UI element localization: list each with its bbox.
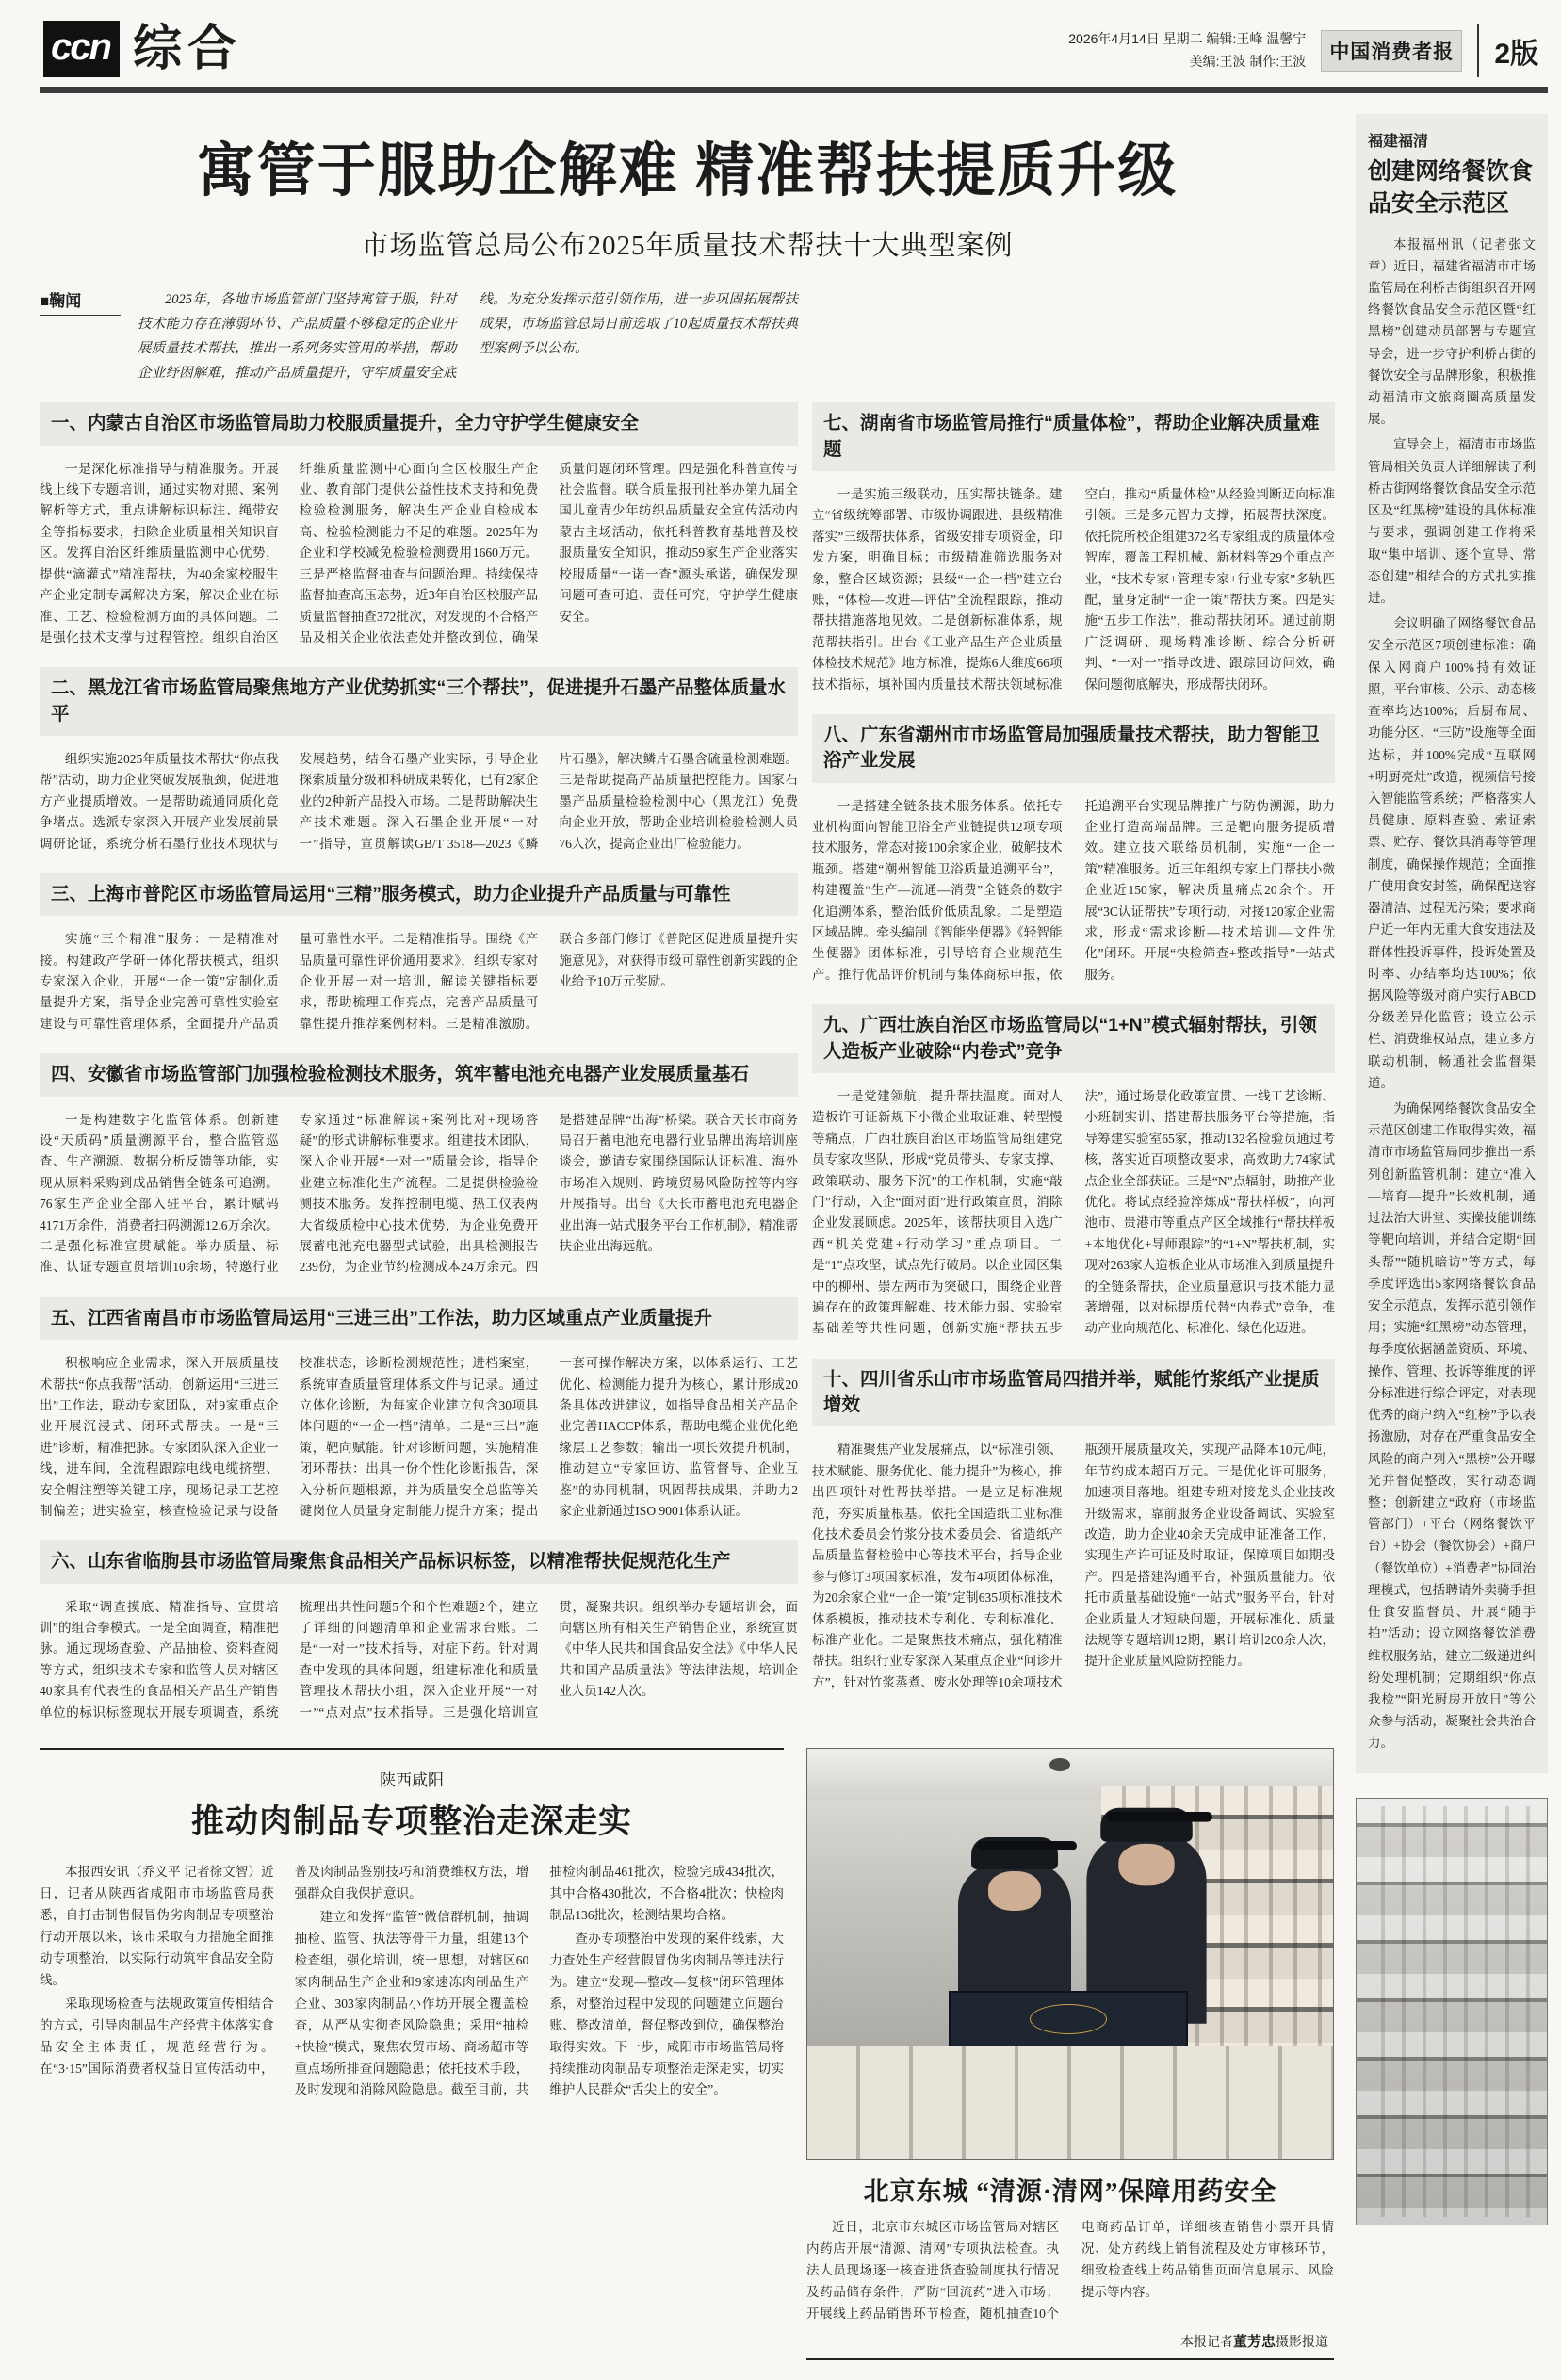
section-8-text: 一是搭建全链条技术服务体系。依托专业机构面向智能卫浴全产业链提供12项专项技术服务，常态对接100余家企业，破解技术瓶颈。搭建“潮州智能卫浴质量追溯平台”，构建覆盖“生产—流通—消费”全链条的数字化追溯体系，整治低价低质乱象。二是塑造区域品牌。牵头编制《智能坐便器》《轻智能坐便器》团体标准，引导培育企业规范生产。推行优品评价机制与集体商标申报，依托追溯平台实现品牌推广与防伪溯源，助力企业打造高端品牌。三是靶向服务提质增效。建立技术联络员机制，实施“一企一策”精准服务。近三年组织专家上门帮扶小微企业近150家，解决质量痛点20余个。开展“3C认证帮扶”专项行动，对接120家企业需求，形成“需求诊断—技术培训—文件优化”闭环。开展“快检筛查+整改指导”一站式服务。 xyxy=(812,798,1335,982)
sidebar-article xyxy=(1356,114,1548,1773)
section-1-title: 一、内蒙古自治区市场监管局助力校服质量提升，全力守护学生健康安全 xyxy=(40,402,798,445)
section-3-title: 三、上海市普陀区市场监管局运用“三精”服务模式，助力企业提升产品质量与可靠性 xyxy=(40,873,798,916)
bottom-article-p4: 查办专项整治中发现的案件线索，大力查处生产经营假冒伪劣肉制品等违法行为。建立“发现—整改—复核”闭环管理体系，对整治过程中发现的问题建立问题台账、整改清单，督促整改到位，确保整治取得实效。下一步，咸阳市市场监管局将持续推动肉制品专项整治走深走实，切实维护人民群众“舌尖上的安全”。 xyxy=(549,1931,784,2097)
bottom-article-kicker: 陕西咸阳 xyxy=(380,1771,444,1790)
photo-shelf-boxes xyxy=(1364,1806,1539,2217)
section-2-text: 组织实施2025年质量技术帮扶“你点我帮”活动，助力企业突破发展瓶颈，促进地方产业提质增效。一是帮助疏通同质化竞争堵点。选派专家深入开展产业发展前景调研论证，系统分析石墨行业技术现状与发展趋势，结合石墨产业实际，引导企业探索质量分级和科研成果转化，已有2家企业的2种新产品投入市场。二是帮助解决生产技术难题。深入石墨企业开展“一对一”指导，宣贯解读GB/T 3518—2023《鳞片石墨》，解决鳞片石墨含硫量检测难题。三是帮助提高产品质量把控能力。国家石墨产品质量检验检测中心（黑龙江）免费向企业开放，帮助企业培训检验检测人员76人次，提高企业出厂检验能力。 xyxy=(40,751,798,851)
sidebar-p4: 为确保网络餐饮食品安全示范区创建工作取得实效，福清市市场监管局同步推出一系列创新监管机制：建立“准入—培育—提升”长效机制，通过法治大讲堂、实操技能训练等靶向培训，并结合定期“回头帮”“随机暗访”等方式，每季度评选出5家网络餐饮食品安全示范点，发挥示范引领作用；实施“红黑榜”动态管理，每季度依据涵盖资质、环境、操作、管理、投诉等维度的评分标准进行综合评定，对表现优秀的商户纳入“红榜”予以表扬激励，对存在严重食品安全风险的商户列入“黑榜”公开曝光并督促整改，实行动态调整；创新建立“政府（市场监管部门）+平台（网络餐饮平台）+协会（餐饮协会）+商户（餐饮单位）+消费者”协同治理模式，包括聘请外卖骑手担任食安监督员、开展“随手拍”活动；设立网络餐饮消费维权服务站，建立三级递进纠纷处理机制；定期组织“你点我检”“阳光厨房开放日”等公众参与活动，凝聚社会共治合力。 xyxy=(1368,1101,1536,1751)
main-headline: 寓管于服助企解难 精准帮扶提质升级 xyxy=(196,139,1179,204)
section-5 xyxy=(40,1297,798,1523)
section-10-text: 精准聚焦产业发展痛点，以“标准引领、技术赋能、服务优化、能力提升”为核心，推出四项针对性帮扶举措。一是立足标准规范，夯实质量根基。依托全国造纸工业标准化技术委员会竹浆分技术委员会、省造纸产品质量监督检验中心等技术平台，指导企业参与修订3项国家标准，发布4项团体标准，为20余家企业“一企一策”定制635项标准技术体系模板，推动技术专利化、专利标准化、标准产业化。二是聚焦技术痛点，强化精准帮扶。组织行业专家深入某重点企业“问诊开方”，针对竹浆蒸煮、废水处理等10余项技术瓶颈开展质量攻关，实现产品降本10元/吨，年节约成本超百万元。三是优化许可服务，加速项目落地。组建专班对接龙头企业技改升级需求，靠前服务企业设备调试、实验室改造，助力企业40余天完成申证准备工作，实现生产许可证及时取证，保障项目如期投产。四是搭建沟通平台，补强质量能力。依托市质量基础设施“一站式”服务平台，针对企业质量人才短缺问题，开展标准化、质量法规等专题培训12期，累计培训200余人次，提升企业质量风险防控能力。 xyxy=(812,1443,1335,1689)
bottom-article-p2: 采取现场检查与法规政策宣传相结合的方式，引导肉制品生产经营主体落实食品安全主体责任，规范经营行为。在“3·15”国际消费者权益日宣传活动中，普及肉制品鉴别技巧和消费维权方法，增强群众自我保护意识。 xyxy=(40,1865,529,2076)
sidebar-p2: 宣导会上，福清市市场监管局相关负责人详细解读了利桥古街网络餐饮食品安全示范区及“红黑榜”建设的具体标准与要求，强调创建工作将采取“集中培训、逐个宣导、常态创建”相结合的方式扎实推进。 xyxy=(1368,437,1536,605)
section-4-title: 四、安徽省市场监管部门加强检验检测技术服务，筑牢蓄电池充电器产业发展质量基石 xyxy=(40,1053,798,1096)
masthead: 中国消费者报 xyxy=(1321,30,1462,72)
bottom-article-p3: 建立和发挥“监管”微信群机制，抽调抽检、监管、执法等骨干力量，组建13个检查组，强化培训，统一思想，对辖区60家肉制品生产企业和9家速冻肉制品生产企业、303家肉制品小作坊开展全覆盖检查，从严从实彻查风险隐患；采用“抽检+快检”模式，聚焦农贸市场、商场超市等重点场所排查问题隐患；依托技术手段，及时发现和消除风险隐患。截至目前，共抽检肉制品461批次，检验完成434批次，其中合格430批次，不合格4批次；快检肉制品136批次，检测结果均合格。 xyxy=(294,1865,784,2097)
section-1 xyxy=(40,402,798,648)
byline: ■鞠闻 xyxy=(40,287,121,316)
sidebar-p3: 会议明确了网络餐饮食品安全示范区7项创建标准：确保入网商户100%持有效证照，平台审核、公示、动态核查率均达100%；后厨布局、功能分区、“三防”设施等全面达标，并100%完成“互联网+明厨亮灶”改造，视频信号接入智能监管系统；严格落实人员健康、原料查验、索证索票、贮存、餐饮具消毒等管理制度，确保操作规范；全面推广使用食安封签，确保配送容器清洁、过程无污染；要求商户近一年内无重大食安违法及群体性投诉事件，投诉处置及时率、办结率均达100%；依据风险等级对商户实行ABCD分级差异化监管；设立公示栏、消费维权站点，建立多方联动机制，畅通社会监督渠道。 xyxy=(1368,616,1536,1090)
photo-credit xyxy=(806,2331,1334,2351)
section-8 xyxy=(812,714,1335,986)
section-3 xyxy=(40,873,798,1035)
section-10-title: 十、四川省乐山市市场监管局四措并举，赋能竹浆纸产业提质增效 xyxy=(812,1359,1335,1427)
section-9-text: 一是党建领航，提升帮扶温度。面对人造板许可证新规下小微企业取证难、转型慢等痛点，广西壮族自治区市场监管局组建党员专家攻坚队，形成“党员带头、专家支撑、政策联动、服务下沉”的工作机制，实施“敲门”行动，入企“面对面”进行政策宣贯，消除企业发展顾虑。2025年，该帮扶项目入选广西“机关党建+行动学习”重点项目。二是“1”点攻坚，试点先行破局。以企业园区集中的柳州、崇左两市为突破口，围绕企业普遍存在的政策理解难、技术能力弱、实验室基础差等共性问题，创新实施“帮扶五步法”，通过场景化政策宣贯、一线工艺诊断、小班制实训、搭建帮扶服务平台等措施，指导筹建实验室65家，推动132名检验员通过考核，落实近百项整改要求，高效助力74家试点企业全部获证。三是“N”点辐射，助推产业优化。将试点经验淬炼成“帮扶样板”，向河池市、贵港市等重点产区全域推行“帮扶样板+本地优化+导师跟踪”的“1+N”帮扶机制，实现对263家人造板企业从市场准入到质量提升的全链条帮扶，企业质量意识与技术能力显著增强，以对标提质代替“内卷式”竞争，推动产业向规范化、标准化、绿色化迈进。 xyxy=(812,1088,1335,1336)
main-subtitle: 市场监管总局公布2025年质量技术帮扶十大典型案例 xyxy=(361,231,1014,261)
section-1-text: 一是深化标准指导与精准服务。开展线上线下专题培训，通过实物对照、案例解析等方式，重点讲解标识标注、绳带安全等指标要求，扫除企业质量相关知识盲区。发挥自治区纤维质量监测中心优势，提供“滴灌式”精准帮扶，为40余家校服生产企业定制专属解决方案，解决企业在标准、工艺、检验检测方面的具体问题。二是强化技术支撑与过程管控。组织自治区纤维质量监测中心面向全区校服生产企业、教育部门提供公益性技术支持和免费检验检测服务，解决生产企业自检成本高、检验检测能力不足的难题。2025年为企业和学校减免检验检测费用1660万元。三是严格监督抽查与问题治理。持续保持监督抽查高压态势，近3年自治区校服产品质量监督抽查372批次，对发现的不合格产品及相关企业依法查处并整改到位，确保质量问题闭环管理。四是强化科普宣传与社会监督。联合质量报刊社举办第九届全国儿童青少年纺织品质量安全宣传活动内蒙古主场活动，依托科普教育基地普及校服质量安全知识，推动59家生产企业落实校服质量“一诺一查”源头承诺，确保发现问题可查可追、责任可究，守护学生健康安全。 xyxy=(40,461,798,644)
photo-caption-block xyxy=(806,2160,1334,2351)
intro-text: 2025年，各地市场监管部门坚持寓管于服，针对技术能力存在薄弱环节、产品质量不够稳定的企业开展质量技术帮扶，推出一系列务实管用的举措，帮助企业纾困解难，推动产品质量提升，守牢质量安全底线。为充分发挥示范引领作用，进一步巩固拓展帮扶成果，市场监管总局日前选取了10起质量技术帮扶典型案例予以公布。 xyxy=(138,292,798,382)
bottom-article xyxy=(40,1748,784,2360)
section-4 xyxy=(40,1053,798,1279)
section-7-title: 七、湖南省市场监管局推行“质量体检”，帮助企业解决质量难题 xyxy=(812,402,1335,471)
section-5-text: 积极响应企业需求，深入开展质量技术帮扶“你点我帮”活动，创新运用“三进三出”工作法，联动专家团队，对9家重点企业开展沉浸式、闭环式帮扶。一是“三进”诊断，精准把脉。专家团队深入企业一线，进车间，全流程跟踪电线电缆挤塑、安全帽注塑等关键工序，现场记录工艺控制偏差；进实验室，核查检验记录与设备校准状态，诊断检测规范性；进档案室，系统审查质量管理体系文件与记录。通过立体化诊断，为每家企业建立包含30项具体问题的“一企一档”清单。二是“三出”施策，靶向赋能。针对诊断问题，实施精准闭环帮扶：出具一份个性化诊断报告，深入分析问题根源，并为质量安全总监等关键岗位人员量身定制能力提升方案；提出一套可操作解决方案，以体系运行、工艺优化、检测能力提升为核心，累计形成20条具体改进建议，如指导食品相关产品企业完善HACCP体系，帮助电缆企业优化绝缘层工艺参数；输出一项长效提升机制，推动建立“专家回访、监管督导、企业互鉴”的协同机制，巩固帮扶成果，并助力2家企业新通过ISO 9001体系认证。 xyxy=(40,1356,798,1518)
photo-caption-text: 近日，北京市东城区市场监管局对辖区内药店开展“清源、清网”专项执法检查。执法人员现场逐一核查进货查验制度执行情况及药品储存条件，严防“回流药”进入市场；开展线上药品销售环节检查，随机抽查10个电商药品订单，详细核查销售小票开具情况、处方药线上销售流程及处方审核环节，细致检查线上药品销售页面信息展示、风险提示等内容。 xyxy=(806,2220,1334,2321)
production-line: 美编:王波 制作:王波 xyxy=(1189,54,1307,69)
photo-story xyxy=(806,1748,1334,2360)
page-header xyxy=(40,17,1548,87)
ccn-logo: ccn xyxy=(43,21,120,77)
header-rule xyxy=(40,87,1548,93)
bottom-article-title: 推动肉制品专项整治走深走实 xyxy=(190,1803,632,1841)
sidebar xyxy=(1356,114,1548,2360)
section-2-title: 二、黑龙江省市场监管局聚焦地方产业优势抓实“三个帮扶”，促进提升石墨产品整体质量水平 xyxy=(40,667,798,736)
date-line: 2026年4月14日 星期二 编辑:王峰 温馨宁 xyxy=(1068,31,1307,47)
middle-column xyxy=(812,402,1335,1742)
pharmacy-shelf-photo xyxy=(1356,1798,1548,2225)
section-7 xyxy=(812,402,1335,695)
section-9 xyxy=(812,1004,1335,1339)
section-6-text: 采取“调查摸底、精准指导、宣贯培训”的组合拳模式。一是全面调查，精准把脉。通过现场查验、产品抽检、资料查阅等方式，组织技术专家和监管人员对辖区40家具有代表性的食品相关产品生产销售单位的标识标签现状开展专项调查，系统梳理出共性问题5个和个性难题2个，建立了详细的问题清单和企业需求台账。二是“一对一”技术指导，对症下药。针对调查中发现的具体问题，组建标准化和质量管理技术帮扶小组，深入企业开展“一对一”“点对点”技术指导。三是强化培训宣贯，凝聚共识。组织举办专题培训会，面向辖区所有相关生产销售企业，系统宣贯《中华人民共和国食品安全法》《中华人民共和国产品质量法》等法律法规，培训企业人员142人次。 xyxy=(40,1599,798,1720)
section-6-title: 六、山东省临朐县市场监管局聚焦食品相关产品标识标签，以精准帮扶促规范化生产 xyxy=(40,1540,798,1583)
section-4-text: 一是构建数字化监管体系。创新建设“天质码”质量溯源平台，整合监管巡查、生产溯源、数据分析反馈等功能，实现从原料采购到成品销售全链条可追溯。76家生产企业全部入驻平台，累计赋码4171万余件，消费者扫码溯源12.6万余次。二是强化标准宣贯赋能。举办质量、标准、认证专题宣贯培训10余场，特邀行业专家通过“标准解读+案例比对+现场答疑”的形式讲解标准要求。组建技术团队，深入企业开展“一对一”质量会诊，指导企业建立标准化生产流程。三是提供检验检测技术服务。发挥控制电缆、热工仪表两大省级质检中心技术优势，为企业免费开展蓄电池充电器型式试验，出具检测报告239份，为企业节约检测成本24万余元。四是搭建品牌“出海”桥梁。联合天长市商务局召开蓄电池充电器行业品牌出海培训座谈会，邀请专家围绕国际认证标准、海外市场准入规则、跨境贸易风险防控等内容开展指导。出台《天长市蓄电池充电器企业出海一站式服务平台工作机制》，精准帮扶企业出海远航。 xyxy=(40,1112,798,1275)
photo-security-camera xyxy=(1049,1758,1070,1771)
photo-credit-prefix: 本报记者 xyxy=(1179,2335,1233,2350)
photo-caption-columns xyxy=(806,2217,1334,2325)
photo-credit-suffix: 摄影报道 xyxy=(1276,2335,1328,2350)
lead-intro xyxy=(40,287,798,385)
bottom-article-body xyxy=(40,1862,784,2101)
photo-medicine-box xyxy=(949,1991,1188,2047)
main-content xyxy=(40,114,1335,2360)
section-8-title: 八、广东省潮州市市场监管局加强质量技术帮扶，助力智能卫浴产业发展 xyxy=(812,714,1335,783)
section-name: 综合 xyxy=(132,22,242,76)
sidebar-kicker: 福建福清 xyxy=(1368,134,1429,150)
photo-counter-boxes xyxy=(807,2046,1333,2159)
pharmacy-inspection-photo xyxy=(806,1748,1334,2160)
section-7-text: 一是实施三级联动，压实帮扶链条。建立“省级统筹部署、市级协调跟进、县级精准落实”三级帮扶体系，省级安排专项资金，印发方案，明确目标；市级精准筛选服务对象，整合区域资源；县级“一企一档”建立台账，“体检—改进—评估”全流程跟踪，推动帮扶措施落地见效。二是创新标准体系，规范帮扶指引。出台《工业产品生产企业质量体检技术规范》地方标准，提炼6大维度66项技术指标，填补国内质量技术帮扶领域标准空白，推动“质量体检”从经验判断迈向标准引领。三是多元智力支撑，拓展帮扶深度。依托院所校企组建372名专家组成的质量体检智库，覆盖工程机械、新材料等29个重点产业，“技术专家+管理专家+行业专家”多轨匹配，量身定制“一企一策”帮扶方案。四是实施“五步工作法”，推动帮扶闭环。通过前期广泛调研、现场精准诊断、综合分析研判、“一对一”指导改进、跟踪回访问效，确保问题彻底解决，形成帮扶闭环。 xyxy=(812,486,1335,692)
date-editor-block xyxy=(1068,28,1306,73)
section-6 xyxy=(40,1540,798,1723)
intro-columns xyxy=(138,287,798,385)
section-5-title: 五、江西省南昌市市场监管局运用“三进三出”工作法，助力区域重点产业质量提升 xyxy=(40,1297,798,1340)
sidebar-p1: 本报福州讯（记者张文章）近日，福建省福清市市场监管局在利桥古街组织召开网络餐饮食品安全示范区暨“红黑榜”创建动员部署与专题宣导会，进一步守护利桥古街的餐饮安全与品牌形象，积极推动福清市文旅商圈高质量发展。 xyxy=(1368,236,1536,427)
section-2 xyxy=(40,667,798,855)
page-number: 2版 xyxy=(1477,24,1542,77)
left-column xyxy=(40,402,798,1742)
section-3-text: 实施“三个精准”服务：一是精准对接。构建政产学研一体化帮扶模式，组织专家深入企业，开展“一企一策”定制化质量提升方案，指导企业完善可靠性实验室建设与可靠性管理体系，全面提升产品质量可靠性水平。二是精准指导。围绕《产品质量可靠性评价通用要求》，组织专家对企业开展一对一培训，解读关键指标要求，帮助梳理工作亮点，完善产品质量可靠性提升推荐案例材料。三是精准激励。联合多部门修订《普陀区促进质量提升实施意见》，对获得市级可靠性创新实践的企业给予10万元奖励。 xyxy=(40,932,798,1031)
photo-story-title: 北京东城 “清源·清网”保障用药安全 xyxy=(863,2177,1277,2207)
section-9-title: 九、广西壮族自治区市场监管局以“1+N”模式辐射帮扶，引领人造板产业破除“内卷式”竞争 xyxy=(812,1004,1335,1073)
photo-credit-name: 董芳忠 xyxy=(1232,2334,1276,2350)
section-10 xyxy=(812,1359,1335,1693)
sidebar-title: 创建网络餐饮食品安全示范区 xyxy=(1368,159,1534,217)
bottom-article-p1: 本报西安讯（乔义平 记者徐文智）近日，记者从陕西省咸阳市市场监管局获悉，自打击制售假冒伪劣肉制品专项整治行动开展以来，该市采取有力措施全面推动专项整治，以实际行动筑牢食品安全防线。 xyxy=(40,1865,274,1987)
